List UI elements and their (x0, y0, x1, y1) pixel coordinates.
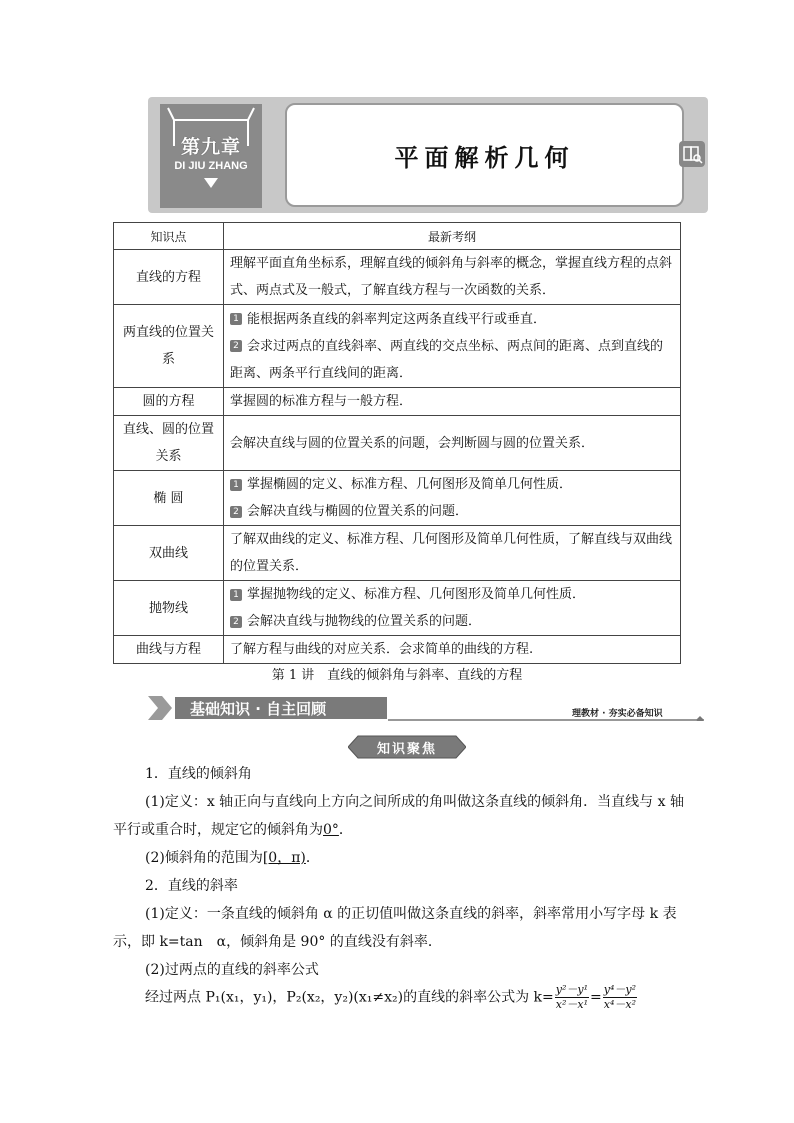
table-header-row (114, 223, 681, 250)
desc-cell: 掌握圆的标准方程与一般方程． (224, 388, 681, 416)
heading-inclination: 1．直线的倾斜角 (145, 766, 252, 782)
desc-cell: 了解方程与曲线的对应关系．会求简单的曲线的方程. (224, 636, 681, 664)
chapter-badge-title: 第九章 (180, 136, 241, 158)
paragraph: (2)倾斜角的范围为[0，π)． (145, 850, 320, 866)
fraction: $\frac{\text{y²－y¹}}{\text{x²－x¹}}$ (555, 983, 589, 1011)
paragraph: (2)过两点的直线的斜率公式 (145, 962, 319, 978)
topic-cell: 双曲线 (114, 526, 224, 581)
desc-cell: 会解决直线与圆的位置关系的问题，会判断圆与圆的位置关系． (224, 416, 681, 471)
chapter-badge-subtitle: DI JIU ZHANG (174, 160, 248, 172)
chapter-title: 平面解析几何 (394, 144, 575, 172)
desc-line: 2 会求过两点的直线斜率、两直线的交点坐标、两点间的距离、点到直线的距离、两条平行直线间的距离． (230, 338, 664, 381)
table-row (114, 636, 681, 664)
answer-blank: [0，π) (262, 850, 306, 866)
topic-cell: 直线的方程 (114, 250, 224, 305)
table-header: 最新考纲 (224, 223, 681, 250)
answer-blank: 0° (323, 822, 339, 838)
syllabus-table (113, 222, 681, 664)
paragraph: 平行或重合时，规定它的倾斜角为0°． (113, 822, 353, 838)
table-row (114, 526, 681, 581)
table-row (114, 388, 681, 416)
table-row (114, 471, 681, 526)
badge-triangle-icon (204, 178, 218, 188)
heading-slope: 2．直线的斜率 (145, 878, 238, 894)
number-1-icon: 1 (230, 313, 242, 325)
table-row (114, 581, 681, 636)
paragraph: (1)定义：一条直线的倾斜角 α 的正切值叫做这条直线的斜率，斜率常用小写字母 k 表 (145, 906, 677, 922)
paragraph: 示，即 k=tan α，倾斜角是 90° 的直线没有斜率． (113, 934, 442, 950)
topic-cell: 圆的方程 (114, 388, 224, 416)
desc-cell: 了解双曲线的定义、标准方程、几何图形及简单几何性质，了解直线与双曲线的位置关系． (224, 526, 681, 581)
desc-cell (224, 471, 681, 526)
fraction: $\frac{\text{y⁴－y²}}{\text{x⁴－x²}}$ (603, 983, 636, 1011)
desc-line: 1 掌握椭圆的定义、标准方程、几何图形及简单几何性质． (230, 471, 674, 498)
desc-cell (224, 581, 681, 636)
table-row (114, 305, 681, 388)
topic-cell: 直线、圆的位置关系 (114, 416, 224, 471)
topic-cell: 曲线与方程 (114, 636, 224, 664)
paragraph: (1)定义：x 轴正向与直线向上方向之间所成的角叫做这条直线的倾斜角．当直线与 x 轴 (145, 794, 684, 810)
topic-cell: 抛物线 (114, 581, 224, 636)
lesson-title: 第 1 讲 直线的倾斜角与斜率、直线的方程 (271, 668, 523, 683)
table-header: 知识点 (114, 223, 224, 250)
desc-line: 2 会解决直线与抛物线的位置关系的问题． (230, 608, 674, 635)
number-2-icon: 2 (230, 506, 242, 518)
knowledge-tag: 知识聚焦 (376, 742, 437, 757)
topic-cell: 椭 圆 (114, 471, 224, 526)
section-ribbon-label: 基础知识 · 自主回顾 (190, 700, 327, 718)
desc-line: 1 能根据两条直线的斜率判定这两条直线平行或垂直． (230, 306, 674, 333)
number-2-icon: 2 (230, 340, 242, 352)
table-row (114, 416, 681, 471)
desc-line: 2 会解决直线与椭圆的位置关系的问题． (230, 498, 674, 525)
desc-cell: 理解平面直角坐标系，理解直线的倾斜角与斜率的概念，掌握直线方程的点斜式、两点式及一般式，了解直线方程与一次函数的关系． (224, 250, 681, 305)
desc-line: 1 掌握抛物线的定义、标准方程、几何图形及简单几何性质． (230, 581, 674, 608)
number-1-icon: 1 (230, 479, 242, 491)
table-row (114, 250, 681, 305)
number-2-icon: 2 (230, 616, 242, 628)
number-1-icon: 1 (230, 589, 242, 601)
section-note: 理教材 · 夯实必备知识 (572, 709, 663, 719)
slope-formula: 经过两点 P₁(x₁，y₁)，P₂(x₂，y₂)(x₁≠x₂)的直线的斜率公式为 k= $\frac{\text{y²－y¹}}{\text{x²－x¹}}$ = $\frac{\text{y⁴－y²}}{\text{x⁴－x²}}$ (145, 983, 636, 1011)
topic-cell: 两直线的位置关系 (114, 305, 224, 388)
book-icon (679, 141, 705, 167)
desc-cell (224, 305, 681, 388)
